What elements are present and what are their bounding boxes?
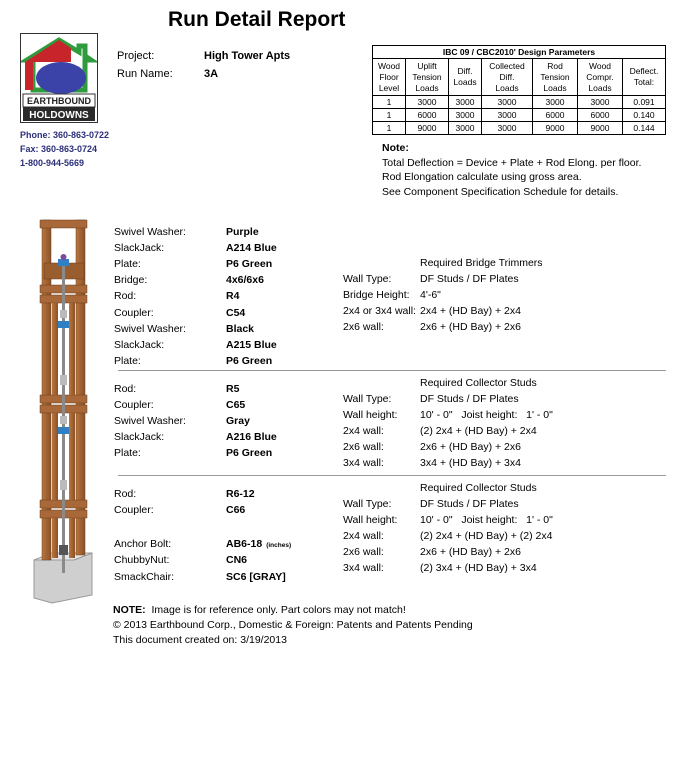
component-label: Swivel Washer: bbox=[114, 323, 186, 335]
table-cell: 9000 bbox=[406, 122, 449, 135]
component-value bbox=[226, 486, 255, 502]
component-value bbox=[226, 224, 259, 240]
wall-spec-label: 2x4 or 3x4 wall: bbox=[343, 305, 416, 317]
note-block bbox=[382, 141, 641, 199]
wall-spec-value: 2x6 + (HD Bay) + 2x6 bbox=[420, 321, 521, 333]
header-word: Rod bbox=[547, 60, 563, 71]
table-cell: 6000 bbox=[406, 109, 449, 122]
header-word: Wood bbox=[588, 60, 612, 71]
table-cell: 3000 bbox=[482, 122, 533, 135]
contact-fax: Fax: 360-863-0724 bbox=[20, 144, 98, 154]
table-column-header bbox=[406, 59, 449, 96]
logo-line2: HOLDOWNS bbox=[29, 110, 89, 121]
component-value-text: A215 Blue bbox=[226, 339, 277, 351]
wall-spec-value: (2) 2x4 + (HD Bay) + (2) 2x4 bbox=[420, 530, 553, 542]
component-value bbox=[226, 445, 272, 461]
section-heading: Required Collector Studs bbox=[420, 377, 537, 389]
component-value bbox=[226, 288, 239, 304]
component-label: Coupler: bbox=[114, 504, 154, 516]
table-column-header bbox=[449, 59, 482, 96]
wall-spec-label: Wall Type: bbox=[343, 273, 392, 285]
wall-spec-label: 3x4 wall: bbox=[343, 562, 384, 574]
component-value-text: Black bbox=[226, 323, 255, 335]
component-value bbox=[226, 397, 245, 413]
wall-spec-value: 2x4 + (HD Bay) + 2x4 bbox=[420, 305, 521, 317]
table-column-header bbox=[533, 59, 578, 96]
wall-spec-value: 2x6 + (HD Bay) + 2x6 bbox=[420, 441, 521, 453]
table-column-header bbox=[623, 59, 666, 96]
header-word: Collected bbox=[489, 60, 525, 71]
component-value bbox=[226, 381, 239, 397]
footer-created: This document created on: 3/19/2013 bbox=[113, 634, 287, 646]
component-value-text: AB6-18 bbox=[226, 538, 263, 550]
wall-spec-label: 2x4 wall: bbox=[343, 530, 384, 542]
wall-spec-value: DF Studs / DF Plates bbox=[420, 273, 519, 285]
note-line: See Component Specification Schedule for details. bbox=[382, 185, 619, 198]
header-word: Loads bbox=[415, 82, 439, 93]
component-value bbox=[226, 429, 277, 445]
component-value bbox=[226, 337, 277, 353]
table-header-row bbox=[373, 59, 666, 96]
header-word: Diff. bbox=[457, 66, 473, 76]
earthbound-logo bbox=[20, 33, 98, 123]
project-label: Project: bbox=[117, 50, 155, 62]
table-cell: 6000 bbox=[533, 109, 578, 122]
component-value-text: R4 bbox=[226, 290, 240, 302]
footer-copyright: © 2013 Earthbound Corp., Domestic & Foreign: Patents and Patents Pending bbox=[113, 619, 473, 631]
wall-spec-value: 10' - 0" Joist height: 1' - 0" bbox=[420, 514, 553, 526]
table-column-header bbox=[373, 59, 406, 96]
wall-spec-label: 2x6 wall: bbox=[343, 441, 384, 453]
wall-spec-label: 2x6 wall: bbox=[343, 321, 384, 333]
table-cell: 6000 bbox=[578, 109, 623, 122]
component-value-text: A214 Blue bbox=[226, 242, 277, 254]
component-label: SmackChair: bbox=[114, 571, 175, 583]
wall-spec-label: Bridge Height: bbox=[343, 289, 410, 301]
note-line: Total Deflection = Device + Plate + Rod Elong. per floor. bbox=[382, 156, 642, 169]
table-cell: 3000 bbox=[482, 96, 533, 109]
component-value-text: SC6 [GRAY] bbox=[226, 571, 286, 583]
component-value-text: Purple bbox=[226, 226, 259, 238]
header-word: Level bbox=[378, 82, 400, 93]
component-value-text: P6 Green bbox=[226, 447, 273, 459]
table-cell: 3000 bbox=[482, 109, 533, 122]
component-value-text: C65 bbox=[226, 399, 246, 411]
footer-note-label: NOTE: bbox=[113, 604, 146, 616]
wall-spec-label: Wall Type: bbox=[343, 498, 392, 510]
footer bbox=[113, 603, 473, 648]
run-name-value: 3A bbox=[204, 68, 219, 80]
component-label: Plate: bbox=[114, 355, 141, 367]
header-word: Loads bbox=[453, 77, 477, 87]
component-label: Coupler: bbox=[114, 399, 154, 411]
table-cell: 3000 bbox=[533, 96, 578, 109]
component-value-text: 4x6/6x6 bbox=[226, 274, 264, 286]
table-cell: 3000 bbox=[578, 96, 623, 109]
component-label: Rod: bbox=[114, 488, 137, 500]
contact-phone: Phone: 360-863-0722 bbox=[20, 130, 110, 140]
component-value-text: P6 Green bbox=[226, 258, 273, 270]
component-value bbox=[226, 569, 286, 585]
section-divider bbox=[118, 370, 666, 371]
component-label: Swivel Washer: bbox=[114, 415, 186, 427]
component-value bbox=[226, 502, 245, 518]
component-label: SlackJack: bbox=[114, 339, 165, 351]
component-label: Bridge: bbox=[114, 274, 148, 286]
run-name-label: Run Name: bbox=[117, 68, 173, 80]
table-column-header bbox=[482, 59, 533, 96]
header-word: Deflect. bbox=[629, 66, 659, 76]
note-title: Note: bbox=[382, 142, 409, 154]
wall-spec-value: 2x6 + (HD Bay) + 2x6 bbox=[420, 546, 521, 558]
page-title: Run Detail Report bbox=[168, 8, 346, 31]
table-cell: 3000 bbox=[449, 109, 482, 122]
header-word: Diff. bbox=[499, 71, 515, 82]
header-word: Compr. bbox=[586, 71, 614, 82]
design-parameters-table bbox=[372, 45, 666, 135]
header-word: Floor bbox=[379, 71, 399, 82]
section-divider bbox=[118, 475, 666, 476]
wall-spec-value: DF Studs / DF Plates bbox=[420, 393, 519, 405]
component-label: Rod: bbox=[114, 383, 137, 395]
header-word: Tension bbox=[540, 71, 570, 82]
component-value bbox=[226, 272, 264, 288]
component-value-text: R6-12 bbox=[226, 488, 255, 500]
table-row bbox=[373, 122, 666, 135]
header-word: Tension bbox=[412, 71, 442, 82]
table-cell: 9000 bbox=[533, 122, 578, 135]
table-row bbox=[373, 109, 666, 122]
footer-note bbox=[113, 603, 473, 618]
header-word: Loads bbox=[588, 82, 612, 93]
header-word: Total: bbox=[633, 77, 655, 87]
logo-line1: EARTHBOUND bbox=[27, 96, 91, 106]
component-label: Plate: bbox=[114, 258, 141, 270]
table-cell: 1 bbox=[373, 96, 406, 109]
wall-spec-value: DF Studs / DF Plates bbox=[420, 498, 519, 510]
section-heading: Required Collector Studs bbox=[420, 482, 537, 494]
contact-tollfree: 1-800-944-5669 bbox=[20, 158, 85, 168]
component-value-text: Gray bbox=[226, 415, 250, 427]
component-label: Plate: bbox=[114, 447, 141, 459]
component-label: Anchor Bolt: bbox=[114, 538, 172, 550]
component-label: Coupler: bbox=[114, 307, 154, 319]
component-label: Rod: bbox=[114, 290, 137, 302]
component-label: ChubbyNut: bbox=[114, 554, 170, 566]
header-word: Loads bbox=[543, 82, 567, 93]
wall-spec-value: 4'-6" bbox=[420, 289, 441, 301]
wall-spec-value: (2) 3x4 + (HD Bay) + 3x4 bbox=[420, 562, 537, 574]
wall-spec-label: Wall Type: bbox=[343, 393, 392, 405]
component-value bbox=[226, 305, 245, 321]
wall-spec-label: Wall height: bbox=[343, 409, 398, 421]
component-value-text: R5 bbox=[226, 383, 240, 395]
component-value-text: C54 bbox=[226, 307, 246, 319]
component-value bbox=[226, 321, 254, 337]
logo-graphic bbox=[21, 34, 97, 122]
table-caption: IBC 09 / CBC2010' Design Parameters bbox=[373, 46, 666, 59]
component-value-text: CN6 bbox=[226, 554, 248, 566]
component-label: SlackJack: bbox=[114, 242, 165, 254]
component-value-suffix: (inches) bbox=[266, 542, 292, 549]
table-row bbox=[373, 96, 666, 109]
wall-spec-value: 3x4 + (HD Bay) + 3x4 bbox=[420, 457, 521, 469]
component-value bbox=[226, 256, 272, 272]
component-value bbox=[226, 240, 277, 256]
table-cell: 1 bbox=[373, 109, 406, 122]
holdown-assembly-illustration bbox=[30, 215, 96, 605]
wall-spec-label: 3x4 wall: bbox=[343, 457, 384, 469]
component-label: SlackJack: bbox=[114, 431, 165, 443]
header-word: Uplift bbox=[417, 60, 437, 71]
wall-spec-label: 2x6 wall: bbox=[343, 546, 384, 558]
component-value bbox=[226, 353, 272, 369]
table-cell: 0.140 bbox=[623, 109, 666, 122]
wall-spec-value: (2) 2x4 + (HD Bay) + 2x4 bbox=[420, 425, 537, 437]
component-value bbox=[226, 552, 247, 568]
component-value-text: C66 bbox=[226, 504, 246, 516]
note-line: Rod Elongation calculate using gross area. bbox=[382, 171, 582, 183]
header-word: Loads bbox=[495, 82, 519, 93]
component-value bbox=[226, 536, 291, 552]
project-value: High Tower Apts bbox=[204, 50, 291, 62]
table-body bbox=[373, 96, 666, 135]
header-word: Wood bbox=[377, 60, 401, 71]
table-column-header bbox=[578, 59, 623, 96]
table-cell: 0.091 bbox=[623, 96, 666, 109]
component-value bbox=[226, 413, 250, 429]
footer-note-text: Image is for reference only. Part colors may not match! bbox=[151, 604, 406, 616]
wall-spec-label: Wall height: bbox=[343, 514, 398, 526]
wall-spec-label: 2x4 wall: bbox=[343, 425, 384, 437]
table-cell: 0.144 bbox=[623, 122, 666, 135]
component-value-text: A216 Blue bbox=[226, 431, 277, 443]
table-cell: 3000 bbox=[449, 122, 482, 135]
section-heading: Required Bridge Trimmers bbox=[420, 257, 543, 269]
wall-spec-value: 10' - 0" Joist height: 1' - 0" bbox=[420, 409, 553, 421]
table-cell: 3000 bbox=[406, 96, 449, 109]
table-cell: 1 bbox=[373, 122, 406, 135]
table-cell: 9000 bbox=[578, 122, 623, 135]
table-cell: 3000 bbox=[449, 96, 482, 109]
component-value-text: P6 Green bbox=[226, 355, 273, 367]
component-label: Swivel Washer: bbox=[114, 226, 186, 238]
